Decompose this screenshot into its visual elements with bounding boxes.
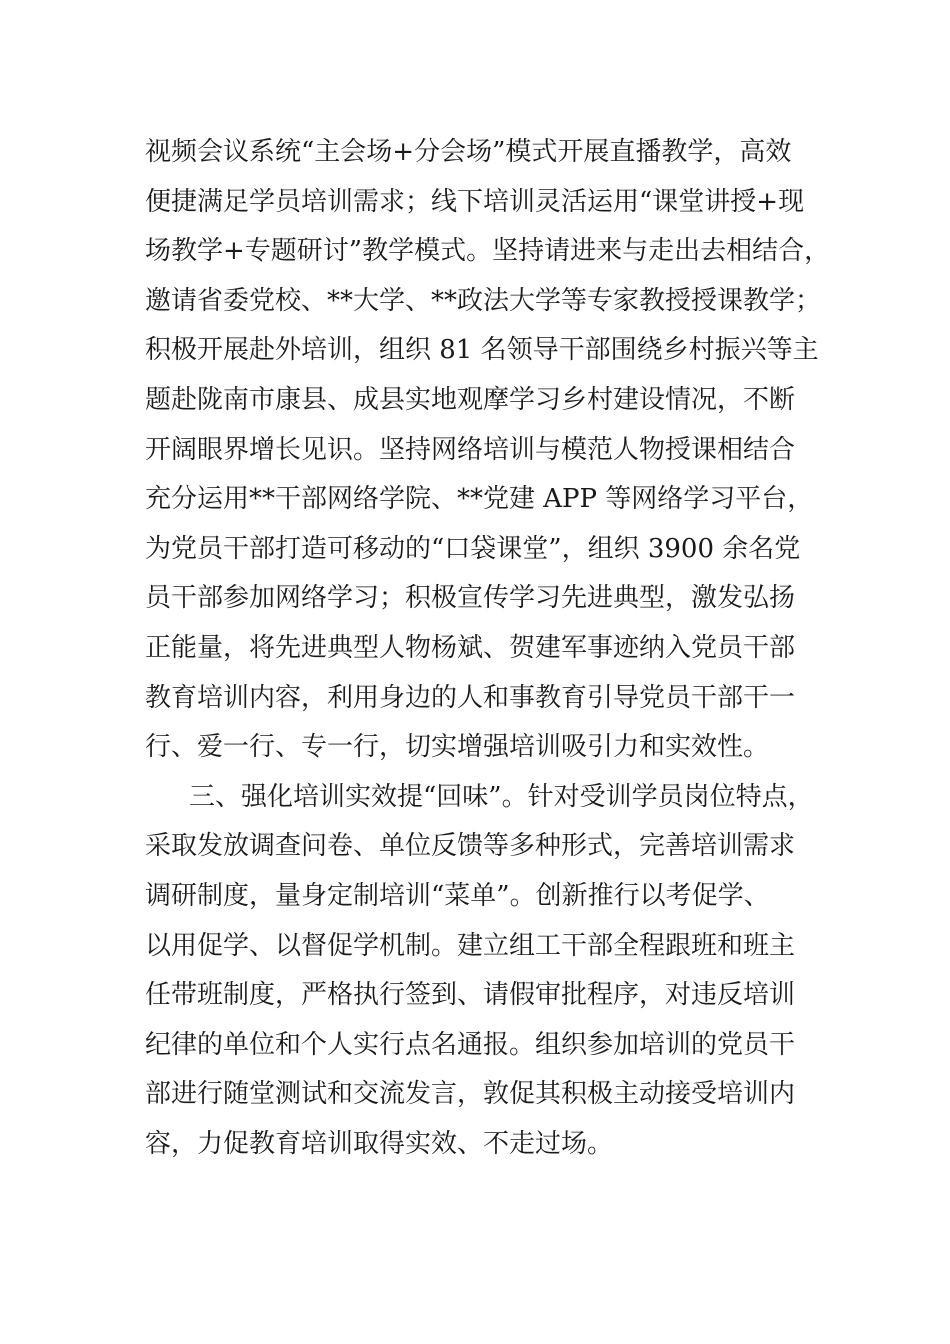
text-line: 便捷满足学员培训需求；线下培训灵活运用“课堂讲授+现 [145, 186, 805, 217]
text-line: 调研制度，量身定制培训“菜单”。创新推行以考促学、 [145, 880, 770, 911]
text-line: 容，力促教育培训取得实效、不走过场。 [145, 1128, 614, 1159]
body-text [145, 128, 831, 1169]
text-line: 正能量，将先进典型人物杨斌、贺建军事迹纳入党员干部 [145, 632, 796, 663]
text-line: 任带班制度，严格执行签到、请假审批程序，对违反培训 [145, 980, 796, 1011]
text-line: 视频会议系统“主会场+分会场”模式开展直播教学，高效 [145, 137, 792, 167]
text-line: 部进行随堂测试和交流发言，敦促其积极主动接受培训内 [145, 1079, 796, 1110]
text-line: 积极开展赴外培训，组织 81 名领导干部围绕乡村振兴等主 [145, 335, 819, 366]
text-line: 纪律的单位和个人实行点名通报。组织参加培训的党员干 [145, 1029, 796, 1060]
text-line: 教育培训内容，利用身边的人和事教育引导党员干部干一 [145, 682, 796, 713]
text-line: 行、爱一行、专一行，切实增强培训吸引力和实效性。 [145, 732, 770, 763]
text-line: 为党员干部打造可移动的“口袋课堂”，组织 3900 余名党 [145, 533, 801, 564]
text-line: 邀请省委党校、**大学、**政法大学等专家教授授课教学； [145, 285, 822, 316]
text-line: 场教学+专题研讨”教学模式。坚持请进来与走出去相结合， [145, 236, 831, 267]
text-line: 员干部参加网络学习；积极宣传学习先进典型，激发弘扬 [145, 583, 796, 614]
text-line: 以用促学、以督促学机制。建立组工干部全程跟班和班主 [145, 930, 796, 961]
text-line: 题赴陇南市康县、成县实地观摩学习乡村建设情况，不断 [145, 384, 796, 415]
section-heading-line: 三、强化培训实效提“回味”。针对受训学员岗位特点， [189, 781, 814, 812]
text-line: 采取发放调查问卷、单位反馈等多种形式，完善培训需求 [145, 831, 796, 862]
text-line: 开阔眼界增长见识。坚持网络培训与模范人物授课相结合 [145, 434, 796, 465]
text-line: 充分运用**干部网络学院、**党建 APP 等网络学习平台， [145, 484, 814, 515]
